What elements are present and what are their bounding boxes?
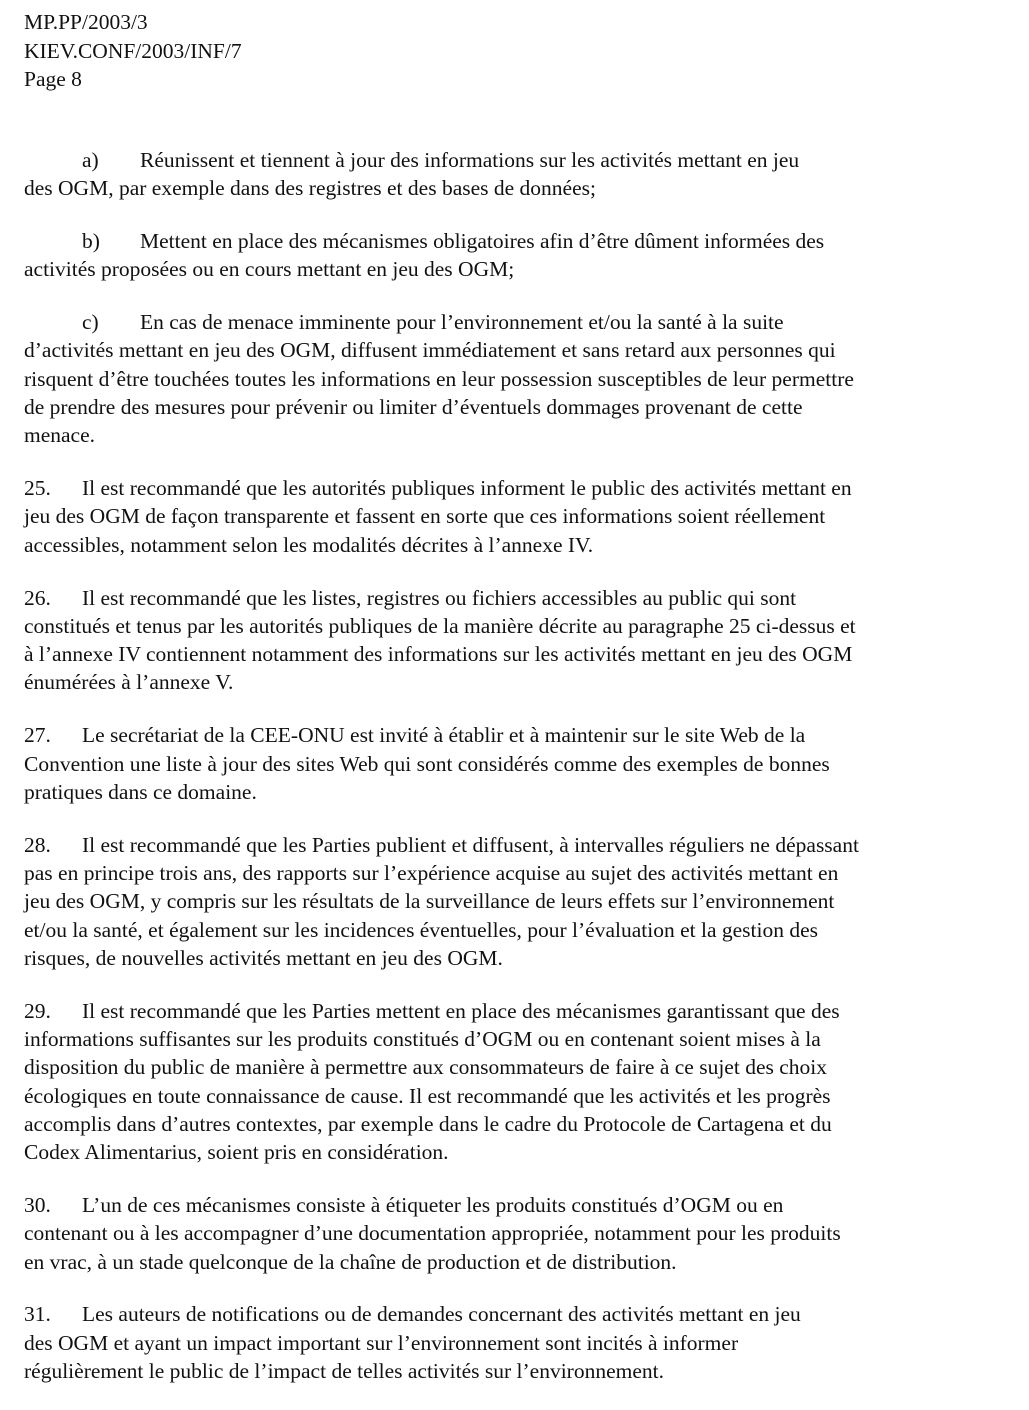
text-line (24, 1025, 1004, 1053)
line-text: menace. (24, 423, 96, 448)
text-line (24, 859, 1004, 887)
text-line (24, 174, 1004, 202)
line-text: Mettent en place des mécanismes obligatoires afin d’être dûment informées des (140, 229, 825, 254)
line-text: énumérées à l’annexe V. (24, 670, 234, 695)
text-line (24, 916, 1004, 944)
paragraph-label: 26. (24, 585, 51, 610)
line-text: contenant ou à les accompagner d’une documentation appropriée, notamment pour les produits (24, 1221, 841, 1246)
text-line (24, 1248, 1004, 1276)
line-text: régulièrement le public de l’impact de telles activités sur l’environnement. (24, 1358, 664, 1383)
text-line (24, 721, 1004, 749)
document-symbol-secondary: KIEV.CONF/2003/INF/7 (24, 38, 242, 63)
paragraph-a (24, 146, 1004, 203)
text-line (24, 1191, 1004, 1219)
line-text: en vrac, à un stade quelconque de la chaîne de production et de distribution. (24, 1249, 677, 1274)
text-line (24, 502, 1004, 530)
line-text: pas en principe trois ans, des rapports sur l’expérience acquise au sujet des activités mettant en (24, 860, 839, 885)
line-text: Il est recommandé que les listes, registres ou fichiers accessibles au public qui sont (82, 585, 797, 610)
text-line (24, 612, 1004, 640)
text-line (24, 531, 1004, 559)
line-text: de prendre des mesures pour prévenir ou limiter d’éventuels dommages provenant de cette (24, 395, 803, 420)
line-text: accomplis dans d’autres contextes, par exemple dans le cadre du Protocole de Cartagena et du (24, 1111, 832, 1136)
text-line (24, 750, 1004, 778)
text-line (24, 255, 1004, 283)
text-line (24, 1110, 1004, 1138)
paragraph-30 (24, 1191, 1004, 1276)
paragraph-label: 27. (24, 723, 51, 748)
document-header (24, 8, 242, 94)
line-text: Codex Alimentarius, soient pris en considération. (24, 1140, 449, 1165)
text-line (24, 308, 1004, 336)
line-text: d’activités mettant en jeu des OGM, diffusent immédiatement et sans retard aux personnes qui (24, 338, 836, 363)
paragraph-label: 30. (24, 1192, 51, 1217)
document-symbol: MP.PP/2003/3 (24, 10, 148, 34)
text-line (24, 668, 1004, 696)
paragraph-28 (24, 831, 1004, 972)
paragraph-27 (24, 721, 1004, 806)
line-text: Il est recommandé que les Parties mettent en place des mécanismes garantissant que des (82, 998, 840, 1023)
paragraph-29 (24, 997, 1004, 1167)
line-text: à l’annexe IV contiennent notamment des informations sur les activités mettant en jeu des OGM (24, 642, 853, 667)
text-line (24, 584, 1004, 612)
text-line (24, 1329, 1004, 1357)
paragraph-26 (24, 584, 1004, 697)
document-body (24, 146, 1004, 1410)
paragraph-25 (24, 474, 1004, 559)
line-text: pratiques dans ce domaine. (24, 779, 257, 804)
line-text: informations suffisantes sur les produits constitués d’OGM ou en contenant soient mises à la (24, 1026, 821, 1051)
text-line (24, 393, 1004, 421)
text-line (24, 336, 1004, 364)
paragraph-label: 25. (24, 476, 51, 501)
line-text: Réunissent et tiennent à jour des informations sur les activités mettant en jeu (140, 148, 800, 172)
paragraph-label: 31. (24, 1302, 51, 1327)
line-text: Convention une liste à jour des sites Web qui sont considérés comme des exemples de bonnes (24, 751, 830, 776)
line-text: constitués et tenus par les autorités publiques de la manière décrite au paragraphe 25 ci-dessus et (24, 613, 856, 638)
line-text: disposition du public de manière à permettre aux consommateurs de faire à ce sujet des choix (24, 1055, 827, 1080)
line-text: Le secrétariat de la CEE-ONU est invité à établir et à maintenir sur le site Web de la (82, 723, 806, 748)
text-line (24, 997, 1004, 1025)
line-text: Il est recommandé que les Parties publient et diffusent, à intervalles réguliers ne dépassant (82, 832, 859, 857)
line-text: Il est recommandé que les autorités publiques informent le public des activités mettant en (82, 476, 852, 501)
text-line (24, 831, 1004, 859)
text-line (24, 227, 1004, 255)
text-line (24, 1053, 1004, 1081)
line-text: des OGM et ayant un impact important sur l’environnement sont incités à informer (24, 1330, 739, 1355)
text-line (24, 365, 1004, 393)
line-text: risques, de nouvelles activités mettant en jeu des OGM. (24, 945, 503, 970)
paragraph-31 (24, 1300, 1004, 1385)
paragraph-label: 28. (24, 832, 51, 857)
line-text: et/ou la santé, et également sur les incidences éventuelles, pour l’évaluation et la gestion des (24, 917, 819, 942)
line-text: En cas de menace imminente pour l’environnement et/ou la santé à la suite (140, 310, 784, 335)
text-line (24, 1219, 1004, 1247)
text-line (24, 146, 1004, 174)
paragraph-label: 29. (24, 998, 51, 1023)
line-text: jeu des OGM, y compris sur les résultats de la surveillance de leurs effets sur l’environnement (24, 889, 835, 914)
text-line (24, 887, 1004, 915)
text-line (24, 1138, 1004, 1166)
paragraph-label: a) (82, 148, 99, 172)
line-text: écologiques en toute connaissance de cause. Il est recommandé que les activités et les progrès (24, 1083, 831, 1108)
line-text: des OGM, par exemple dans des registres et des bases de données; (24, 176, 596, 201)
line-text: L’un de ces mécanismes consiste à étiqueter les produits constitués d’OGM ou en (82, 1192, 784, 1217)
paragraph-label: b) (82, 229, 100, 254)
page-number: Page 8 (24, 67, 82, 91)
text-line (24, 944, 1004, 972)
paragraph-label: c) (82, 310, 99, 335)
text-line (24, 1357, 1004, 1385)
line-text: Les auteurs de notifications ou de demandes concernant des activités mettant en jeu (82, 1302, 801, 1327)
text-line (24, 640, 1004, 668)
text-line (24, 474, 1004, 502)
line-text: jeu des OGM de façon transparente et fassent en sorte que ces informations soient réellement (24, 504, 826, 529)
text-line (24, 778, 1004, 806)
line-text: risquent d’être touchées toutes les informations en leur possession susceptibles de leur permettre (24, 366, 854, 391)
paragraph-c (24, 308, 1004, 449)
text-line (24, 1300, 1004, 1328)
line-text: activités proposées ou en cours mettant en jeu des OGM; (24, 257, 515, 282)
paragraph-b (24, 227, 1004, 284)
text-line (24, 421, 1004, 449)
line-text: accessibles, notamment selon les modalités décrites à l’annexe IV. (24, 532, 594, 557)
text-line (24, 1082, 1004, 1110)
